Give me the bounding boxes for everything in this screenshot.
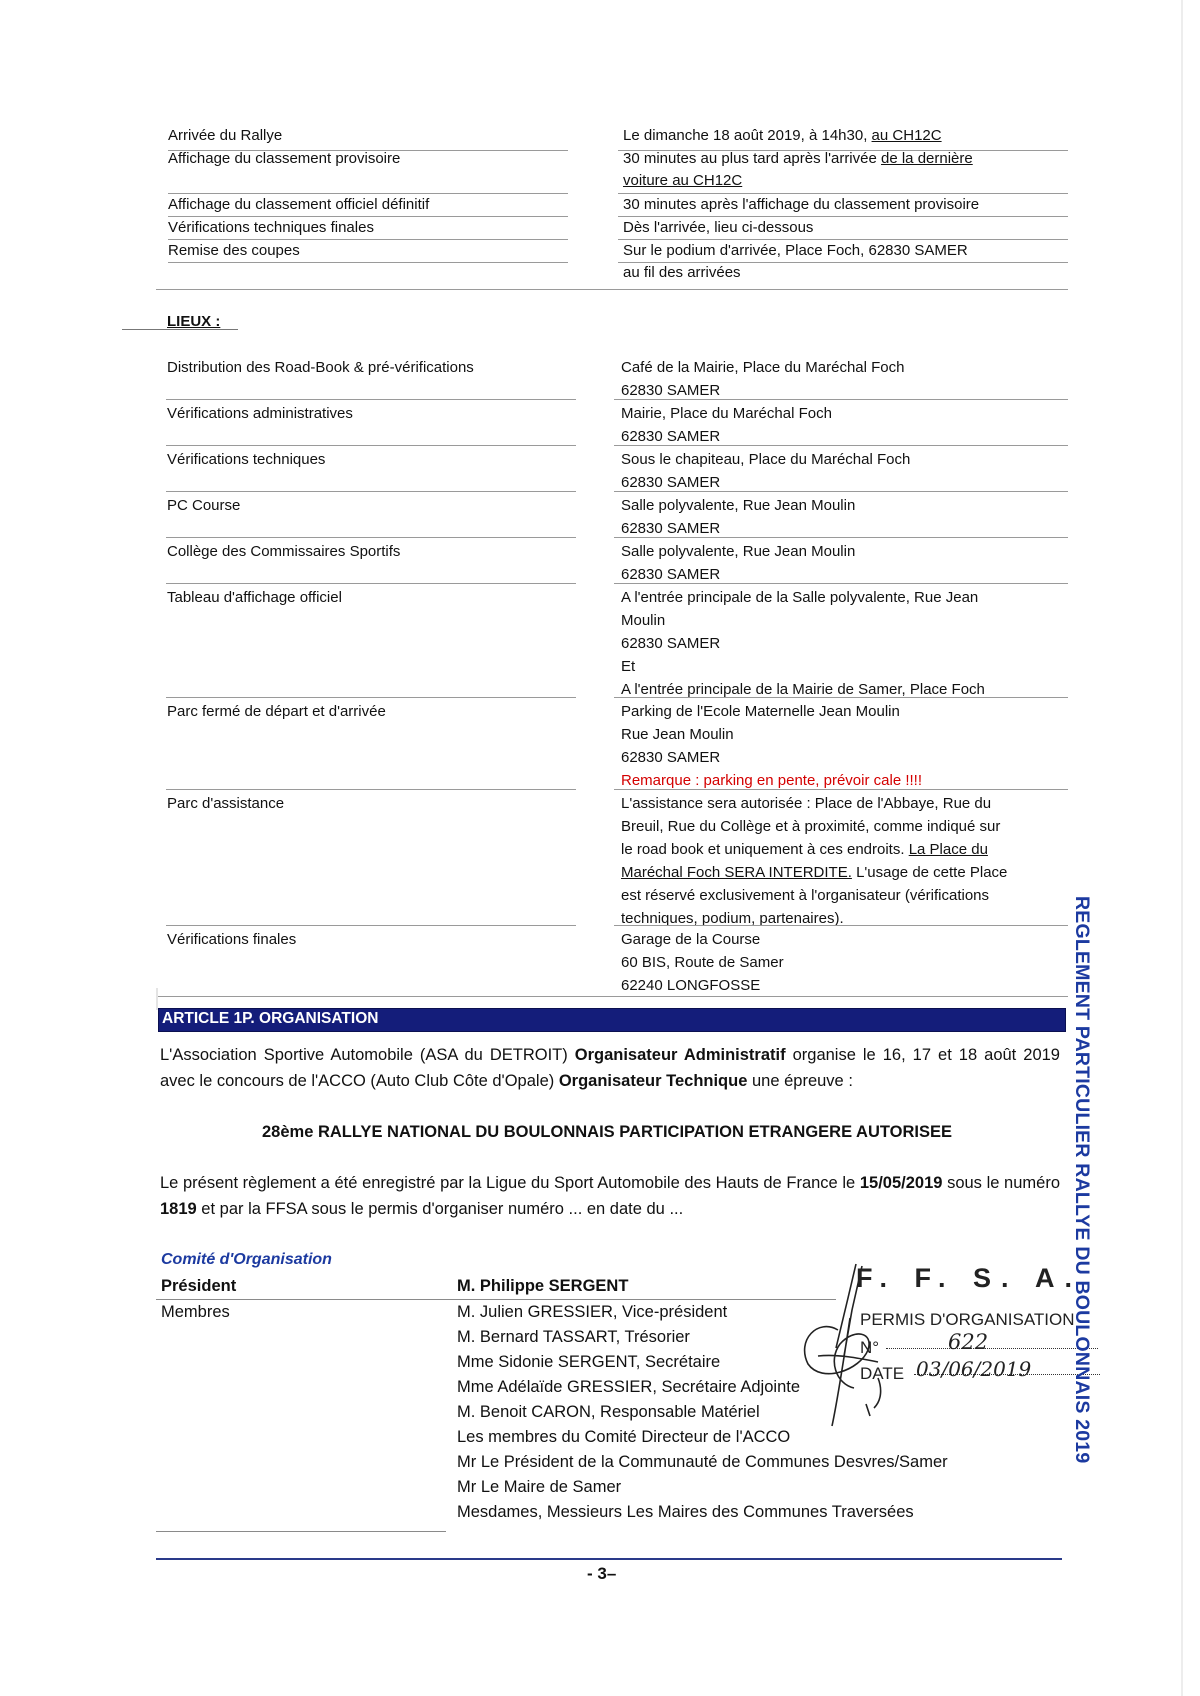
stamp-date-value: 03/06/2019 — [916, 1357, 1032, 1381]
lieux-value: 62830 SAMER — [621, 520, 721, 537]
committee-heading: Comité d'Organisation — [161, 1251, 332, 1268]
member-item: Les membres du Comité Directeur de l'ACCO — [457, 1428, 791, 1446]
lieux-row-rule-left — [166, 789, 576, 790]
lieux-value: 62830 SAMER — [621, 382, 721, 399]
lieux-row-rule-right — [614, 445, 1068, 446]
lieux-value: Rue Jean Moulin — [621, 726, 734, 743]
lieux-row-rule-right — [614, 697, 1068, 698]
lieux-value: 60 BIS, Route de Samer — [621, 954, 784, 971]
lieux-label: Vérifications finales — [167, 931, 297, 948]
lieux-value: Parking de l'Ecole Maternelle Jean Moulin — [621, 703, 900, 720]
lieux-value: 62240 LONGFOSSE — [621, 977, 761, 994]
lieux-row-rule-left — [166, 537, 576, 538]
member-item: Mr Le Maire de Samer — [457, 1478, 622, 1496]
lieux-value: Breuil, Rue du Collège et à proximité, comme indiqué sur — [621, 818, 1001, 835]
schedule-value: 30 minutes après l'affichage du classement provisoire — [623, 196, 980, 213]
schedule-row-rule-right — [618, 150, 1068, 151]
schedule-value: Dès l'arrivée, lieu ci-dessous — [623, 219, 814, 236]
schedule-row-rule-left — [168, 193, 568, 194]
schedule-value: Sur le podium d'arrivée, Place Foch, 62830 SAMER — [623, 242, 968, 259]
lieux-row-rule-right — [614, 537, 1068, 538]
lieux-row-rule-right — [614, 789, 1068, 790]
lieux-value: 62830 SAMER — [621, 635, 721, 652]
president-name: M. Philippe SERGENT — [457, 1277, 629, 1295]
member-item: M. Julien GRESSIER, Vice-président — [457, 1303, 728, 1321]
lieux-label: Tableau d'affichage officiel — [167, 589, 342, 606]
lieux-row-rule-right — [614, 491, 1068, 492]
lieux-value: L'assistance sera autorisée : Place de l'Abbaye, Rue du — [621, 795, 992, 812]
lieux-row-rule-right — [614, 925, 1068, 926]
schedule-end-rule — [156, 289, 1068, 290]
footer-rule — [156, 1558, 1062, 1560]
lieux-value: 62830 SAMER — [621, 428, 721, 445]
lieux-value: 62830 SAMER — [621, 749, 721, 766]
lieux-label: Collège des Commissaires Sportifs — [167, 543, 401, 560]
lieux-value: Café de la Mairie, Place du Maréchal Foch — [621, 359, 905, 376]
event-title: 28ème RALLYE NATIONAL DU BOULONNAIS PARTICIPATION ETRANGERE AUTORISEE — [262, 1123, 953, 1141]
lieux-row-rule-left — [166, 925, 576, 926]
lieux-row-rule-left — [166, 697, 576, 698]
schedule-row-rule-left — [168, 216, 568, 217]
lieux-value: Maréchal Foch SERA INTERDITE. L'usage de cette Place — [621, 864, 1008, 881]
lieux-end-rule — [156, 996, 1068, 997]
schedule-row-rule-right — [618, 193, 1068, 194]
lieux-remark: Remarque : parking en pente, prévoir cale !!!! — [621, 772, 922, 789]
lieux-value: 62830 SAMER — [621, 474, 721, 491]
lieux-row-rule-right — [614, 399, 1068, 400]
lieux-heading: LIEUX : — [167, 313, 221, 330]
lieux-row-rule-left — [166, 445, 576, 446]
schedule-value: 30 minutes au plus tard après l'arrivée de la dernière — [623, 150, 973, 167]
schedule-row-rule-left — [168, 262, 568, 263]
schedule-row-rule-right — [618, 262, 1068, 263]
article-paragraph-1: L'Association Sportive Automobile (ASA du DETROIT) Organisateur Administratif organise le 16, 17 et 18 août 2019 avec le concours de l'ACCO (Auto Club Côte d'Opale) Organisateur Technique une épreuve : — [160, 1046, 1060, 1090]
schedule-label: Vérifications techniques finales — [168, 219, 374, 236]
schedule-row-rule-left — [168, 239, 568, 240]
members-end-rule — [156, 1531, 446, 1532]
stamp-permit-label: PERMIS D'ORGANISATION — [860, 1310, 1075, 1329]
lieux-row-rule-left — [166, 583, 576, 584]
schedule-label: Affichage du classement provisoire — [168, 150, 401, 167]
lieux-value: Salle polyvalente, Rue Jean Moulin — [621, 543, 856, 560]
lieux-value: est réservé exclusivement à l'organisateur (vérifications — [621, 887, 990, 904]
member-item: Mme Adélaïde GRESSIER, Secrétaire Adjointe — [457, 1378, 801, 1396]
lieux-value: techniques, podium, partenaires). — [621, 910, 844, 927]
lieux-value: Et — [621, 658, 636, 675]
lieux-value: Sous le chapiteau, Place du Maréchal Foch — [621, 451, 911, 468]
lieux-label: Parc fermé de départ et d'arrivée — [167, 703, 386, 720]
member-item: M. Benoit CARON, Responsable Matériel — [457, 1403, 760, 1421]
lieux-label: Vérifications administratives — [167, 405, 353, 422]
schedule-row-rule-right — [618, 216, 1068, 217]
lieux-value: le road book et uniquement à ces endroits. La Place du — [621, 841, 988, 858]
stamp-number-dots — [886, 1348, 1098, 1349]
margin-line — [156, 988, 158, 1010]
lieux-value: A l'entrée principale de la Salle polyvalente, Rue Jean — [621, 589, 979, 606]
member-item: Mme Sidonie SERGENT, Secrétaire — [457, 1353, 721, 1371]
article-paragraph-2: Le présent règlement a été enregistré par la Ligue du Sport Automobile des Hauts de France le 15/05/2019 sous le numéro 1819 et par la FFSA sous le permis d'organiser numéro ... en date du ... — [160, 1174, 1060, 1218]
lieux-label: PC Course — [167, 497, 241, 514]
lieux-label: Distribution des Road-Book & pré-vérifications — [167, 359, 474, 376]
lieux-label: Vérifications techniques — [167, 451, 326, 468]
president-rule — [156, 1299, 836, 1300]
schedule-row-rule-right — [618, 239, 1068, 240]
schedule-row-rule-left — [168, 150, 568, 151]
lieux-value: 62830 SAMER — [621, 566, 721, 583]
page-edge-shadow — [1181, 0, 1183, 1696]
article-heading: ARTICLE 1P. ORGANISATION — [162, 1010, 379, 1027]
lieux-row-rule-left — [166, 491, 576, 492]
lieux-value: Garage de la Course — [621, 931, 761, 948]
lieux-heading-rule — [122, 329, 238, 330]
lieux-value: Salle polyvalente, Rue Jean Moulin — [621, 497, 856, 514]
schedule-label: Affichage du classement officiel définitif — [168, 196, 430, 213]
schedule-label: Arrivée du Rallye — [168, 127, 283, 144]
lieux-value: A l'entrée principale de la Mairie de Samer, Place Foch — [621, 681, 985, 698]
article-banner — [158, 1008, 1066, 1032]
lieux-value: Moulin — [621, 612, 666, 629]
stamp-title: F. F. S. A. — [856, 1263, 1083, 1293]
president-label: Président — [161, 1277, 237, 1295]
stamp-date-label: DATE — [860, 1364, 905, 1383]
page-number: - 3– — [587, 1564, 617, 1583]
schedule-value: au fil des arrivées — [623, 264, 741, 281]
lieux-row-rule-left — [166, 399, 576, 400]
member-item: Mesdames, Messieurs Les Maires des Communes Traversées — [457, 1503, 914, 1521]
stamp-number-label: N° — [860, 1338, 880, 1357]
member-item: Mr Le Président de la Communauté de Communes Desvres/Samer — [457, 1453, 948, 1471]
stamp-number-value: 622 — [948, 1330, 989, 1354]
schedule-label: Remise des coupes — [168, 242, 300, 259]
lieux-label: Parc d'assistance — [167, 795, 285, 812]
side-document-title: REGLEMENT PARTICULIER RALLYE DU BOULONNAIS 2019 — [1071, 896, 1093, 1464]
lieux-row-rule-right — [614, 583, 1068, 584]
member-item: M. Bernard TASSART, Trésorier — [457, 1328, 690, 1346]
schedule-value: Le dimanche 18 août 2019, à 14h30, au CH12C — [623, 127, 942, 144]
members-label: Membres — [161, 1303, 230, 1321]
lieux-value: Mairie, Place du Maréchal Foch — [621, 405, 832, 422]
schedule-value: voiture au CH12C — [623, 172, 743, 189]
